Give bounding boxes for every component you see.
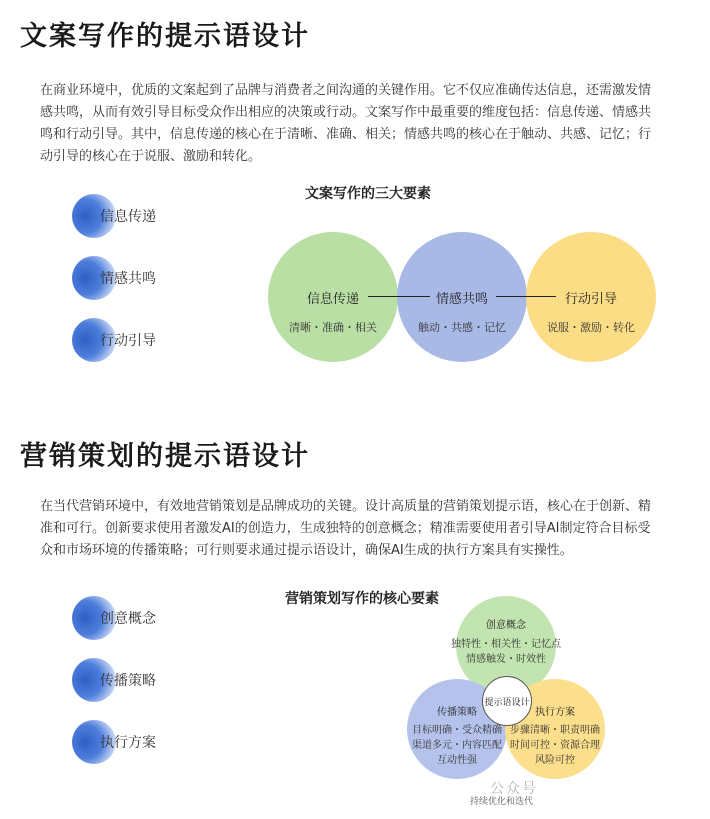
venn-line: 情感触发・时效性 <box>466 654 546 665</box>
paragraph-line: 感共鸣，从而有效引导目标受众作出相应的决策或行动。文案写作中最重要的维度包括：信息传递、情感共 <box>40 105 652 120</box>
connector-line <box>368 296 430 297</box>
paragraph-line: 动引导的核心在于说服、激励和转化。 <box>40 149 262 164</box>
circle-label: 信息传递 <box>306 292 359 307</box>
circle-sub: 清晰・准确・相关 <box>289 321 377 334</box>
bullet-label: 创意概念 <box>100 611 156 627</box>
venn-line: 独特性・相关性・记忆点 <box>451 639 561 650</box>
circle-info <box>268 232 398 362</box>
section1-paragraph <box>40 80 680 168</box>
venn-center <box>482 676 532 726</box>
venn-center-label: 提示语设计 <box>484 697 530 708</box>
bullet-label: 传播策略 <box>100 673 156 689</box>
bullet-emotional-resonance <box>72 256 156 300</box>
bullet-communication-strategy <box>72 658 156 702</box>
bullet-label: 行动引导 <box>100 333 156 349</box>
circle-action <box>526 232 656 362</box>
section2-paragraph <box>40 496 680 562</box>
diagram2-title: 营销策划写作的核心要素 <box>285 591 439 607</box>
circle-label: 行动引导 <box>564 292 617 307</box>
circle-emotion <box>397 232 527 362</box>
bullet-execution-plan <box>72 720 156 764</box>
paragraph-line: 准和可行。创新要求使用者激发AI的创造力，生成独特的创意概念；精准需要使用者引导AI制定符合目标受 <box>40 521 651 536</box>
paragraph-line: 众和市场环境的传播策略；可行则要求通过提示语设计，确保AI生成的执行方案具有实操性。 <box>40 543 573 558</box>
bullet-creative-concept <box>72 596 156 640</box>
circle-sub: 触动・共感・记忆 <box>418 321 506 334</box>
diagram1-title: 文案写作的三大要素 <box>305 186 431 202</box>
section1-title: 文案写作的提示语设计 <box>20 21 310 52</box>
venn-line: 时间可控・资源合理 <box>510 740 600 751</box>
venn-title: 执行方案 <box>535 707 575 718</box>
paragraph-line: 在当代营销环境中，有效地营销策划是品牌成功的关键。设计高质量的营销策划提示语，核心在于创新、精 <box>40 499 652 514</box>
circle-sub: 说服・激励・转化 <box>547 321 635 334</box>
watermark-brand: 公众号 <box>490 781 538 797</box>
venn-line: 风险可控 <box>535 755 575 766</box>
paragraph-line: 鸣和行动引导。其中，信息传递的核心在于清晰、准确、相关；情感共鸣的核心在于触动、共感、记忆；行 <box>40 127 652 142</box>
bullet-label: 信息传递 <box>100 209 156 225</box>
section2-title: 营销策划的提示语设计 <box>20 441 310 472</box>
venn-line: 互动性强 <box>437 755 477 766</box>
venn-title: 创意概念 <box>486 620 526 631</box>
bullet-action-guidance <box>72 318 156 362</box>
bullet-label: 执行方案 <box>100 735 156 751</box>
circle-label: 情感共鸣 <box>435 292 488 307</box>
watermark <box>470 778 538 807</box>
watermark-text: 持续优化和迭代 <box>470 797 534 807</box>
venn-title: 传播策略 <box>437 707 477 718</box>
venn-line: 步骤清晰・职责明确 <box>510 725 600 736</box>
paragraph-line: 在商业环境中，优质的文案起到了品牌与消费者之间沟通的关键作用。它不仅应准确传达信息，还需激发情 <box>40 83 652 98</box>
venn-line: 目标明确・受众精确 <box>412 725 502 736</box>
venn-line: 渠道多元・内容匹配 <box>412 740 502 751</box>
connector-line <box>496 296 556 297</box>
bullet-label: 情感共鸣 <box>100 271 156 287</box>
bullet-info-transmission <box>72 194 156 238</box>
